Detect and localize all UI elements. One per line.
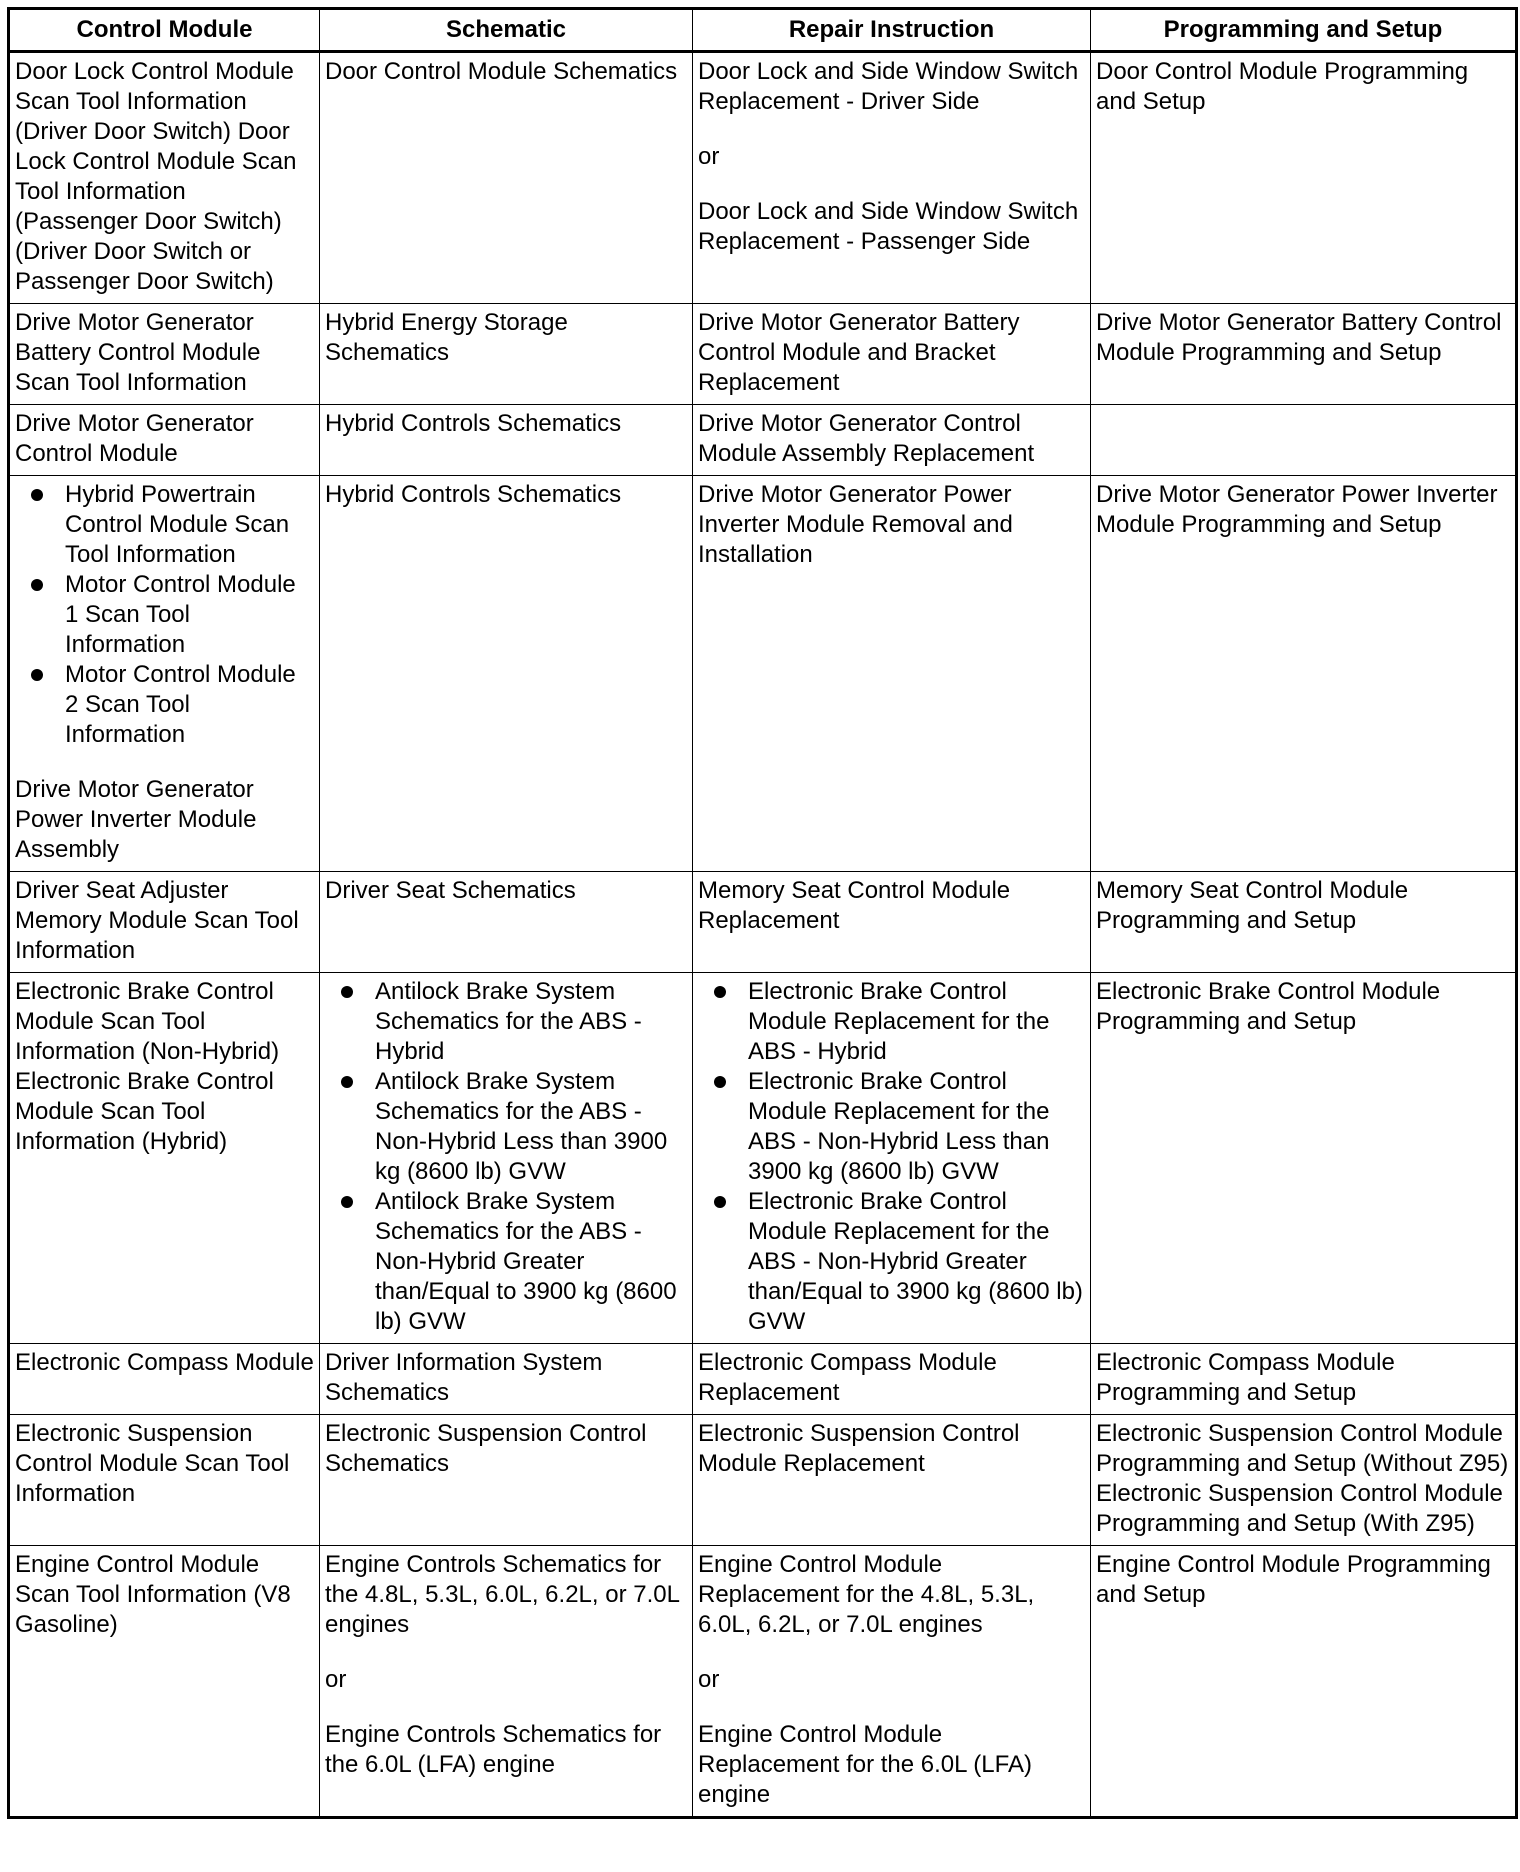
cell-text: Hybrid Energy Storage Schematics xyxy=(325,309,568,366)
cell-text: Drive Motor Generator Battery Control Module and Bracket Replacement xyxy=(698,309,1020,396)
header-schematic: Schematic xyxy=(320,9,693,52)
table-header-row xyxy=(9,9,1517,52)
cell-repair-instruction xyxy=(693,872,1091,973)
cell-repair-instruction xyxy=(693,304,1091,405)
bullet-list xyxy=(15,480,314,750)
cell-text: Driver Seat Adjuster Memory Module Scan Tool Information xyxy=(15,877,299,964)
cell-text: Driver Seat Schematics xyxy=(325,877,576,904)
cell-text: Electronic Suspension Control Module Scan Tool Information xyxy=(15,1420,290,1507)
list-item: Electronic Brake Control Module Replacement for the ABS - Non-Hybrid Greater than/Equal to 3900 kg (8600 lb) GVW xyxy=(748,1187,1085,1337)
cell-programming-setup xyxy=(1091,405,1517,476)
cell-text-or: or xyxy=(698,143,720,170)
cell-text: Driver Information System Schematics xyxy=(325,1349,603,1406)
table-row xyxy=(9,405,1517,476)
cell-programming-setup xyxy=(1091,304,1517,405)
list-item: Antilock Brake System Schematics for the ABS - Non-Hybrid Greater than/Equal to 3900 kg (8600 lb) GVW xyxy=(375,1187,687,1337)
cell-text: Hybrid Controls Schematics xyxy=(325,481,622,508)
cell-repair-instruction xyxy=(693,973,1091,1344)
cell-control-module xyxy=(9,304,320,405)
cell-text: Door Control Module Programming and Setup xyxy=(1096,58,1469,115)
cell-programming-setup xyxy=(1091,1344,1517,1415)
cell-text: Engine Control Module Programming and Setup xyxy=(1096,1551,1491,1608)
cell-schematic xyxy=(320,973,693,1344)
cell-programming-setup xyxy=(1091,973,1517,1344)
table-row xyxy=(9,1344,1517,1415)
cell-programming-setup xyxy=(1091,1546,1517,1818)
cell-text: Drive Motor Generator Battery Control Module Scan Tool Information xyxy=(15,309,261,396)
cell-text: Electronic Suspension Control Module Replacement xyxy=(698,1420,1020,1477)
cell-control-module xyxy=(9,1546,320,1818)
cell-text: Electronic Suspension Control Module Programming and Setup (Without Z95) Electronic Suspension Control Module Programming and Setup (With Z95) xyxy=(1096,1420,1509,1537)
cell-text: Door Lock and Side Window Switch Replacement - Driver Side xyxy=(698,58,1079,115)
cell-repair-instruction xyxy=(693,1344,1091,1415)
header-control-module: Control Module xyxy=(9,9,320,52)
cell-control-module xyxy=(9,1415,320,1546)
list-item: Electronic Brake Control Module Replacement for the ABS - Non-Hybrid Less than 3900 kg (8600 lb) GVW xyxy=(748,1067,1085,1187)
cell-text: Hybrid Controls Schematics xyxy=(325,410,622,437)
cell-text: Electronic Brake Control Module Programming and Setup xyxy=(1096,978,1441,1035)
list-item: Hybrid Powertrain Control Module Scan Tool Information xyxy=(65,480,314,570)
cell-control-module xyxy=(9,52,320,304)
bullet-list xyxy=(698,977,1085,1337)
cell-text-or: or xyxy=(325,1666,347,1693)
cell-text: Electronic Compass Module xyxy=(15,1349,314,1376)
cell-text: Electronic Compass Module Programming and Setup xyxy=(1096,1349,1395,1406)
cell-schematic xyxy=(320,872,693,973)
cell-text: Engine Controls Schematics for the 6.0L (LFA) engine xyxy=(325,1721,662,1778)
cell-control-module xyxy=(9,476,320,872)
cell-schematic xyxy=(320,476,693,872)
cell-text: Engine Control Module Replacement for the 4.8L, 5.3L, 6.0L, 6.2L, or 7.0L engines xyxy=(698,1551,1035,1638)
table-row xyxy=(9,476,1517,872)
cell-text: Electronic Compass Module Replacement xyxy=(698,1349,997,1406)
cell-schematic xyxy=(320,1546,693,1818)
cell-text: Memory Seat Control Module Programming and Setup xyxy=(1096,877,1409,934)
list-item: Antilock Brake System Schematics for the ABS - Hybrid xyxy=(375,977,687,1067)
cell-text: Electronic Brake Control Module Scan Tool Information (Non-Hybrid) Electronic Brake Control Module Scan Tool Information (Hybrid) xyxy=(15,978,280,1155)
cell-text: Drive Motor Generator Control Module Assembly Replacement xyxy=(698,410,1035,467)
cell-schematic xyxy=(320,52,693,304)
document-page xyxy=(7,7,1515,1819)
cell-programming-setup xyxy=(1091,52,1517,304)
cell-text: Engine Control Module Replacement for the 6.0L (LFA) engine xyxy=(698,1721,1032,1808)
cell-text: Door Lock and Side Window Switch Replacement - Passenger Side xyxy=(698,198,1079,255)
table-row xyxy=(9,872,1517,973)
cell-text: Drive Motor Generator Power Inverter Module Removal and Installation xyxy=(698,481,1013,568)
table-row xyxy=(9,52,1517,304)
cell-schematic xyxy=(320,1415,693,1546)
bullet-list xyxy=(325,977,687,1337)
cell-text: Drive Motor Generator Battery Control Module Programming and Setup xyxy=(1096,309,1502,366)
cell-text: Drive Motor Generator Power Inverter Module Programming and Setup xyxy=(1096,481,1498,538)
list-item: Motor Control Module 1 Scan Tool Information xyxy=(65,570,314,660)
cell-programming-setup xyxy=(1091,1415,1517,1546)
table-row xyxy=(9,973,1517,1344)
cell-text: Electronic Suspension Control Schematics xyxy=(325,1420,647,1477)
cell-control-module xyxy=(9,1344,320,1415)
cell-text: Engine Controls Schematics for the 4.8L, 5.3L, 6.0L, 6.2L, or 7.0L engines xyxy=(325,1551,680,1638)
list-item: Antilock Brake System Schematics for the ABS - Non-Hybrid Less than 3900 kg (8600 lb) GVW xyxy=(375,1067,687,1187)
cell-text: Drive Motor Generator Power Inverter Module Assembly xyxy=(15,776,257,863)
list-item: Motor Control Module 2 Scan Tool Information xyxy=(65,660,314,750)
cell-repair-instruction xyxy=(693,405,1091,476)
cell-text: Door Lock Control Module Scan Tool Information (Driver Door Switch) Door Lock Control Module Scan Tool Information (Passenger Door Switch) (Driver Door Switch or Passenger Door Switch) xyxy=(15,58,297,295)
cell-control-module xyxy=(9,872,320,973)
cell-repair-instruction xyxy=(693,1415,1091,1546)
cell-control-module xyxy=(9,405,320,476)
table-row xyxy=(9,1415,1517,1546)
control-module-table xyxy=(7,7,1518,1819)
cell-text: Door Control Module Schematics xyxy=(325,58,678,85)
cell-text: Drive Motor Generator Control Module xyxy=(15,410,254,467)
list-item: Electronic Brake Control Module Replacement for the ABS - Hybrid xyxy=(748,977,1085,1067)
cell-repair-instruction xyxy=(693,1546,1091,1818)
cell-text-or: or xyxy=(698,1666,720,1693)
cell-text: Engine Control Module Scan Tool Information (V8 Gasoline) xyxy=(15,1551,291,1638)
table-row xyxy=(9,1546,1517,1818)
cell-repair-instruction xyxy=(693,476,1091,872)
cell-programming-setup xyxy=(1091,872,1517,973)
cell-programming-setup xyxy=(1091,476,1517,872)
cell-schematic xyxy=(320,304,693,405)
header-repair-instruction: Repair Instruction xyxy=(693,9,1091,52)
cell-schematic xyxy=(320,1344,693,1415)
header-programming-setup: Programming and Setup xyxy=(1091,9,1517,52)
cell-text: Memory Seat Control Module Replacement xyxy=(698,877,1011,934)
cell-schematic xyxy=(320,405,693,476)
table-row xyxy=(9,304,1517,405)
cell-control-module xyxy=(9,973,320,1344)
cell-repair-instruction xyxy=(693,52,1091,304)
